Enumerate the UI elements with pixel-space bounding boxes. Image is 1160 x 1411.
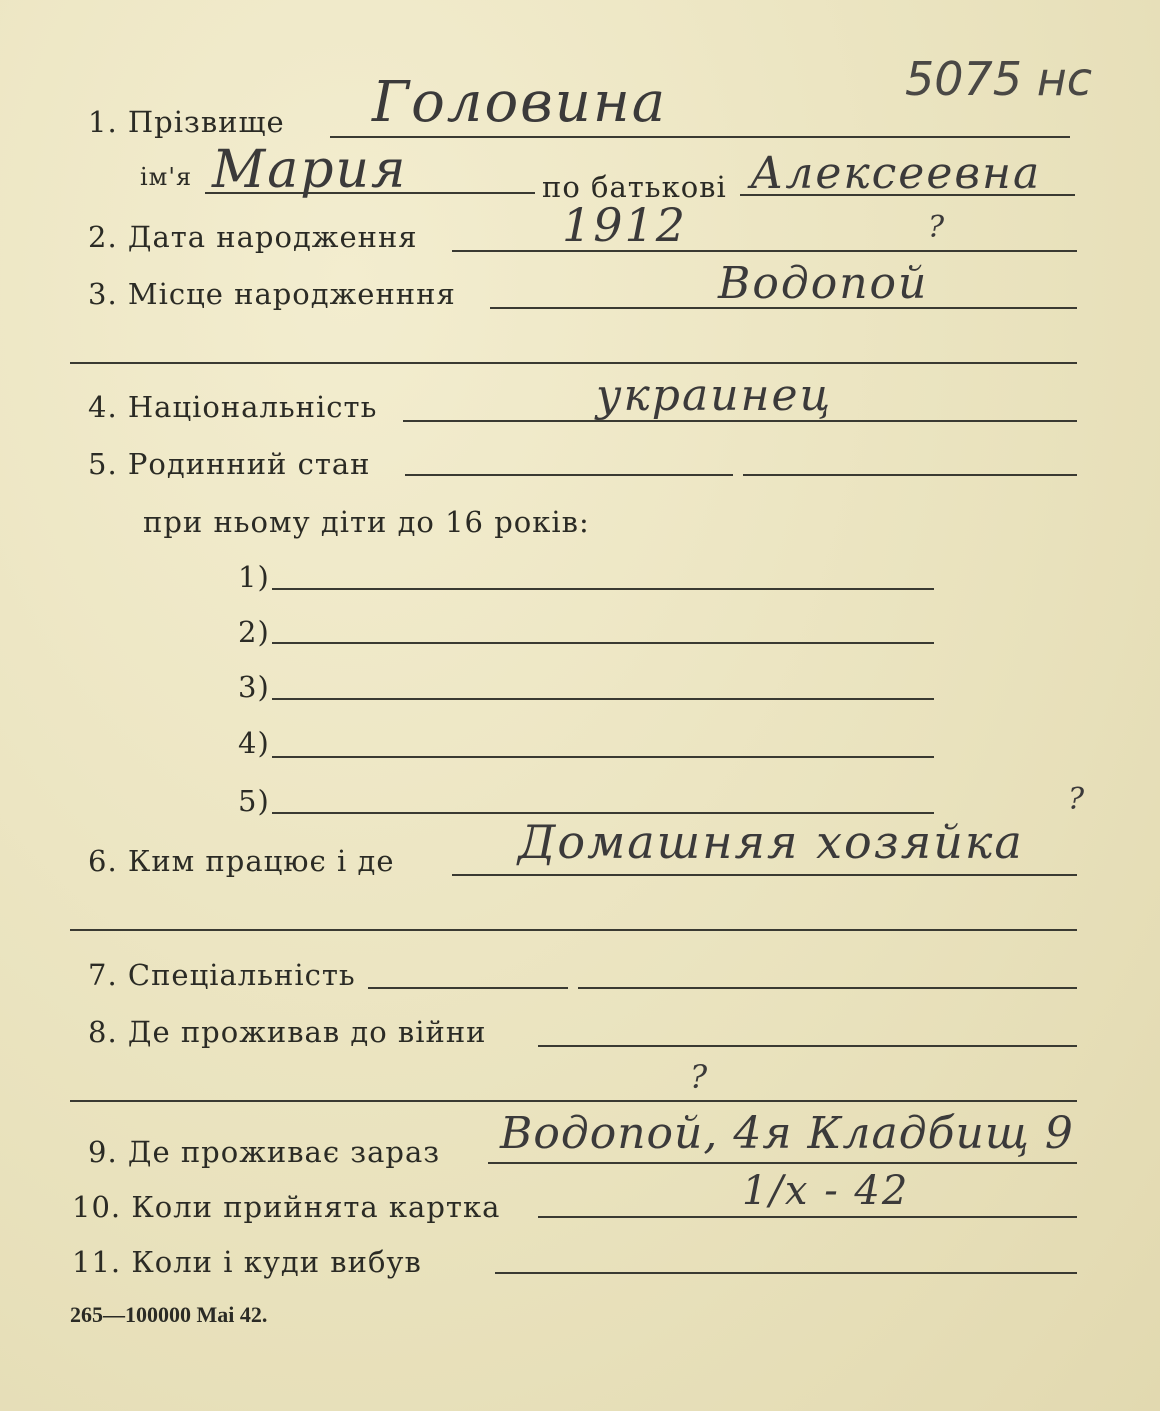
child-1-line: [272, 588, 934, 590]
current-residence-line: [488, 1162, 1077, 1164]
child-2-line: [272, 642, 934, 644]
child-4-label: 4): [238, 726, 270, 760]
current-residence-mark: ?: [690, 1058, 710, 1096]
occupation-line-2: [70, 929, 1077, 931]
birth-place-label: 3. Місце народженння: [88, 277, 456, 311]
surname-label: 1. Прізвище: [88, 105, 285, 139]
birth-date-label: 2. Дата народження: [88, 220, 418, 254]
marital-status-line-2: [743, 474, 1077, 476]
card-accepted-value: 1/х - 42: [742, 1168, 910, 1214]
pre-war-residence-line-2: [70, 1100, 1077, 1102]
surname-line: [330, 136, 1070, 138]
occupation-mark: ?: [1068, 782, 1087, 817]
print-run-footer: 265—100000 Mai 42.: [70, 1302, 268, 1327]
surname-value: Головина: [372, 70, 668, 135]
patronymic-value: Алексеевна: [750, 148, 1042, 199]
occupation-label: 6. Ким працює і де: [88, 844, 395, 878]
current-residence-label: 9. Де проживає зараз: [88, 1135, 441, 1169]
first-name-label: ім'я: [140, 163, 193, 191]
child-5-line: [272, 812, 934, 814]
first-name-value: Мария: [212, 140, 408, 200]
pre-war-residence-line: [538, 1045, 1077, 1047]
child-1-label: 1): [238, 560, 270, 594]
birth-date-mark: ?: [928, 210, 947, 245]
birth-date-value: 1912: [562, 198, 688, 252]
child-5-label: 5): [238, 784, 270, 818]
children-label: при ньому діти до 16 років:: [143, 505, 590, 539]
departed-label: 11. Коли і куди вибув: [72, 1245, 422, 1279]
current-residence-value: Водопой, 4я Кладбищ 9: [500, 1108, 1074, 1159]
child-3-label: 3): [238, 670, 270, 704]
nationality-label: 4. Національність: [88, 390, 378, 424]
specialty-label: 7. Спеціальність: [88, 958, 356, 992]
departed-line: [495, 1272, 1077, 1274]
occupation-value: Домашняя хозяйка: [518, 815, 1024, 869]
birth-place-value: Водопой: [718, 258, 929, 309]
child-2-label: 2): [238, 615, 270, 649]
card-accepted-label: 10. Коли прийнята картка: [72, 1190, 501, 1224]
specialty-line: [368, 987, 568, 989]
specialty-line-2: [578, 987, 1077, 989]
pre-war-residence-label: 8. Де проживав до війни: [88, 1015, 487, 1049]
marital-status-line: [405, 474, 733, 476]
birth-place-line-2: [70, 362, 1077, 364]
marital-status-label: 5. Родинний стан: [88, 447, 371, 481]
patronymic-label: по батькові: [542, 170, 727, 204]
birth-date-line: [452, 250, 1077, 252]
child-4-line: [272, 756, 934, 758]
nationality-value: украинец: [596, 370, 833, 421]
card-accepted-line: [538, 1216, 1077, 1218]
card-number: 5075 нс: [905, 52, 1093, 106]
child-3-line: [272, 698, 934, 700]
occupation-line: [452, 874, 1077, 876]
